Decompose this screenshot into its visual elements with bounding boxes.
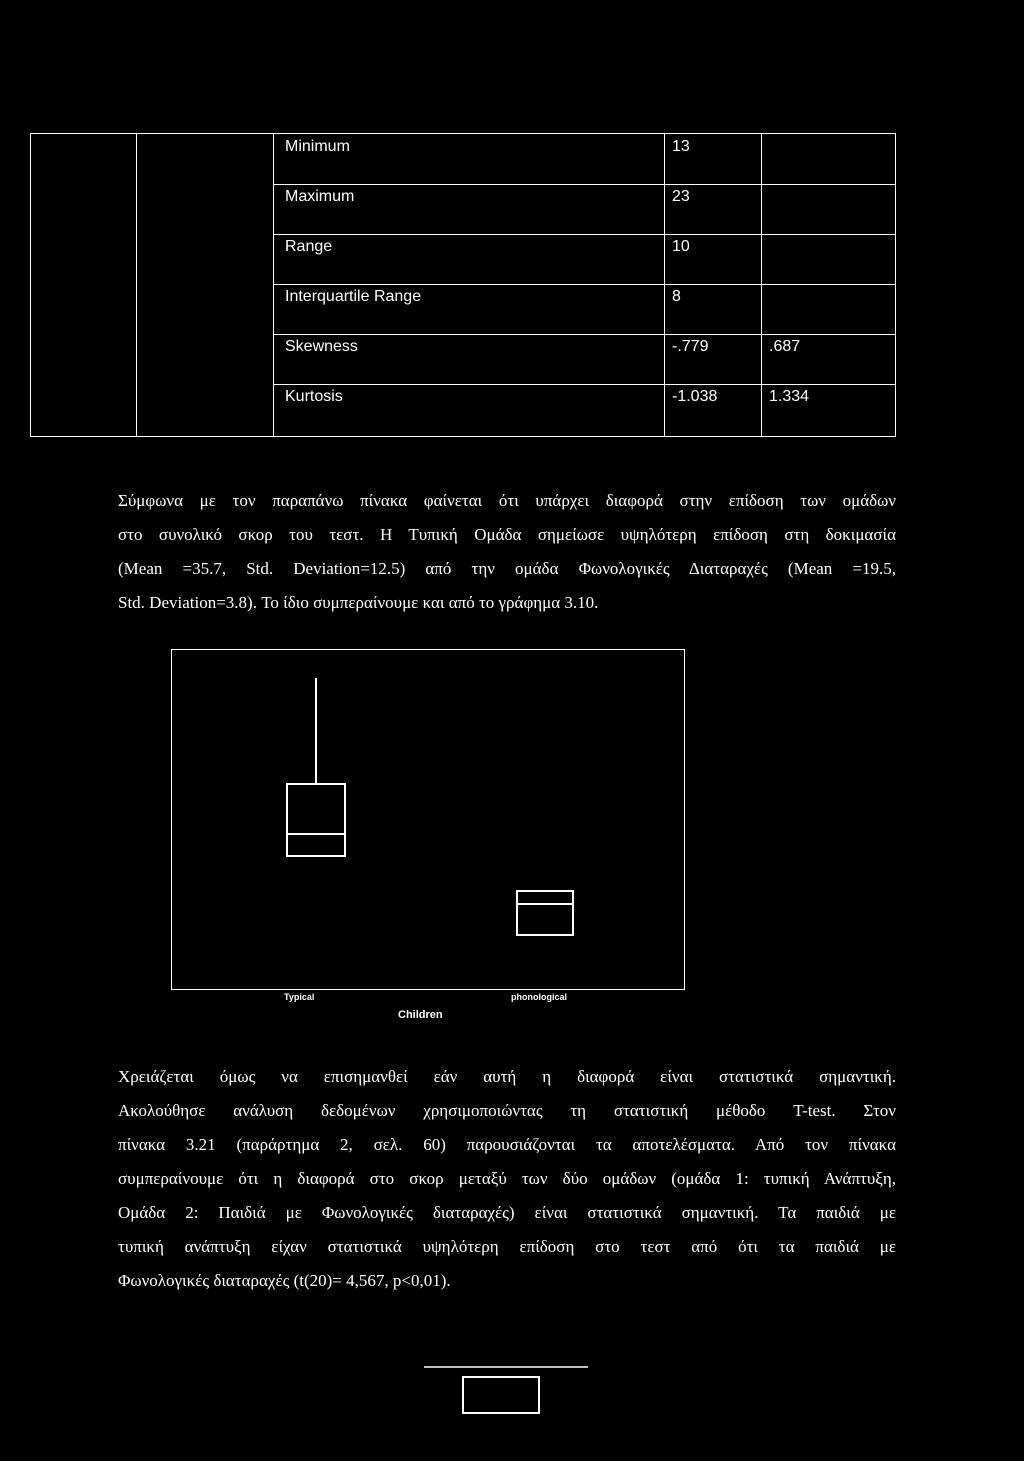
table-cell-label: Skewness xyxy=(285,338,358,355)
paragraph-line: πίνακα 3.21 (παράρτημα 2, σελ. 60) παρουσιάζονται τα αποτελέσματα. Από τον πίνακα xyxy=(118,1135,896,1154)
table-cell-value: 8 xyxy=(672,288,681,305)
paragraph-line: Χρειάζεται όμως να επισημανθεί εάν αυτή η διαφορά είναι στατιστικά σημαντική. xyxy=(118,1067,896,1086)
category-label-phonological: phonological xyxy=(511,992,567,1002)
paragraph-line: (Mean =35.7, Std. Deviation=12.5) από την ομάδα Φωνολογικές Διαταραχές (Mean =19.5, xyxy=(118,559,896,578)
paragraph-comparison xyxy=(118,484,896,620)
boxplot-chart xyxy=(171,649,685,990)
paragraph-line: Std. Deviation=3.8). Το ίδιο συμπεραίνουμε και από το γράφημα 3.10. xyxy=(118,593,599,612)
table-cell-value: 13 xyxy=(672,138,690,155)
paragraph-line: στο συνολικό σκορ του τεστ. Η Τυπική Ομάδα σημείωσε υψηλότερη επίδοση στη δοκιμασία xyxy=(118,525,896,544)
box-phonological xyxy=(517,891,573,935)
x-axis-title: Children xyxy=(398,1009,443,1021)
table-cell-value: .687 xyxy=(769,338,801,355)
paragraph-line: Ομάδα 2: Παιδιά με Φωνολογικές διαταραχές) είναι στατιστικά σημαντική. Τα παιδιά με xyxy=(118,1203,896,1222)
table-column-divider xyxy=(664,134,665,436)
boxplot-svg xyxy=(172,650,686,991)
statistics-table xyxy=(30,133,896,437)
category-label-typical: Typical xyxy=(284,992,315,1002)
paragraph-ttest xyxy=(118,1060,896,1298)
table-cell-label: Kurtosis xyxy=(285,388,343,405)
table-column-divider xyxy=(273,134,274,436)
paragraph-line: Φωνολογικές διαταραχές (t(20)= 4,567, p<0,01). xyxy=(118,1271,451,1290)
table-cell-value: 23 xyxy=(672,188,690,205)
table-cell-value: 1.334 xyxy=(769,388,810,405)
table-row-divider xyxy=(273,334,895,335)
table-cell-label: Range xyxy=(285,238,333,255)
table-column-divider xyxy=(136,134,137,436)
table-cell-label: Interquartile Range xyxy=(285,288,422,305)
table-cell-value: 10 xyxy=(672,238,690,255)
paragraph-line: συμπεραίνουμε ότι η διαφορά στο σκορ μεταξύ των δύο ομάδων (ομάδα 1: τυπική Ανάπτυξη, xyxy=(118,1169,896,1188)
footer-box xyxy=(463,1377,539,1413)
table-cell-label: Minimum xyxy=(285,138,350,155)
table-row-divider xyxy=(273,184,895,185)
table-column-divider xyxy=(761,134,762,436)
paragraph-line: τυπική ανάπτυξη είχαν στατιστικά υψηλότερη επίδοση στο τεστ από ότι τα παιδιά με xyxy=(118,1237,896,1256)
box-typical xyxy=(287,784,345,856)
table-cell-value: -1.038 xyxy=(672,388,718,405)
table-cell-value: -.779 xyxy=(672,338,709,355)
table-row-divider xyxy=(273,284,895,285)
table-row-divider xyxy=(273,384,895,385)
paragraph-line: Σύμφωνα με τον παραπάνω πίνακα φαίνεται ότι υπάρχει διαφορά στην επίδοση των ομάδων xyxy=(118,491,896,510)
paragraph-line: Ακολούθησε ανάλυση δεδομένων χρησιμοποιώντας τη στατιστική μέθοδο T-test. Στον xyxy=(118,1101,896,1120)
table-row-divider xyxy=(273,234,895,235)
table-cell-label: Maximum xyxy=(285,188,355,205)
